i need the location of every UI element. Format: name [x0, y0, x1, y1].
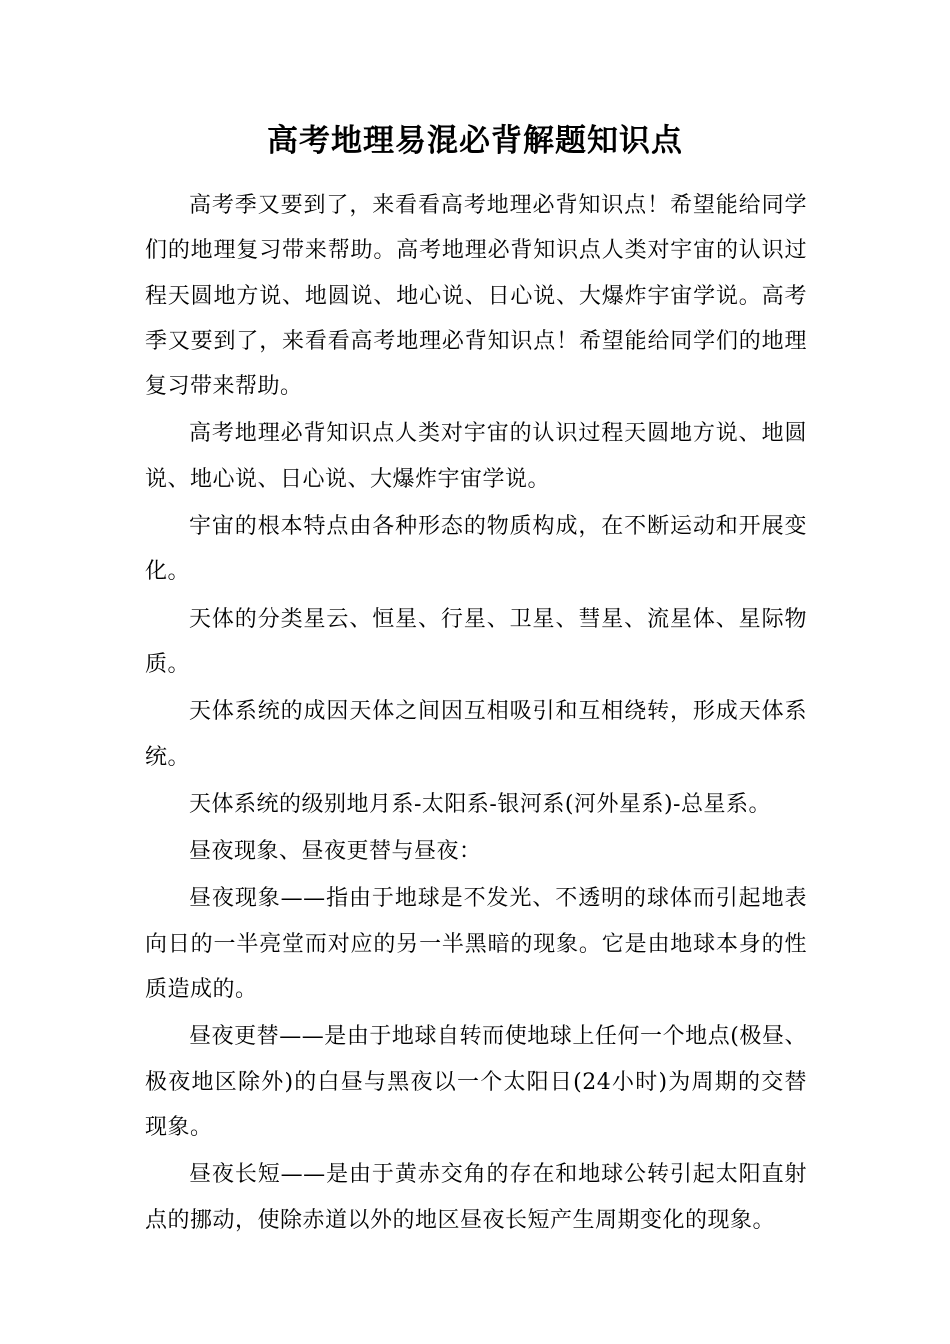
paragraph-day-night-alternation: 昼夜更替——是由于地球自转而使地球上任何一个地点(极昼、极夜地区除外)的白昼与黑夜以一个太阳日(24小时)为周期的交替现象。: [145, 1024, 807, 1140]
paragraph-day-night-phenomenon: 昼夜现象——指由于地球是不发光、不透明的球体而引起地表向日的一半亮堂而对应的另一半黑暗的现象。它是由地球本身的性质造成的。: [145, 886, 807, 1003]
paragraph-system-formation: 天体系统的成因天体之间因互相吸引和互相绕转，形成天体系统。: [145, 699, 807, 770]
paragraph-celestial-types: 天体的分类星云、恒星、行星、卫星、彗星、流星体、星际物质。: [145, 606, 807, 677]
paragraph-day-night-heading: 昼夜现象、昼夜更替与昼夜：: [189, 839, 482, 865]
document-body: [145, 183, 807, 1245]
paragraph-intro: 高考季又要到了，来看看高考地理必背知识点！希望能给同学们的地理复习带来帮助。高考地理必背知识点人类对宇宙的认识过程天圆地方说、地圆说、地心说、日心说、大爆炸宇宙学说。高考季又要到了，来看看高考地理必背知识点！希望能给同学们的地理复习带来帮助。: [145, 193, 807, 400]
paragraph-universe-features: 宇宙的根本特点由各种形态的物质构成，在不断运动和开展变化。: [145, 514, 807, 585]
paragraph-cosmology-history: 高考地理必背知识点人类对宇宙的认识过程天圆地方说、地圆说、地心说、日心说、大爆炸宇宙学说。: [145, 421, 807, 492]
document-title: 高考地理易混必背解题知识点: [267, 123, 683, 159]
paragraph-system-levels: 天体系统的级别地月系-太阳系-银河系(河外星系)-总星系。: [189, 791, 771, 817]
paragraph-day-length: 昼夜长短——是由于黄赤交角的存在和地球公转引起太阳直射点的挪动，使除赤道以外的地区昼夜长短产生周期变化的现象。: [145, 1162, 807, 1233]
